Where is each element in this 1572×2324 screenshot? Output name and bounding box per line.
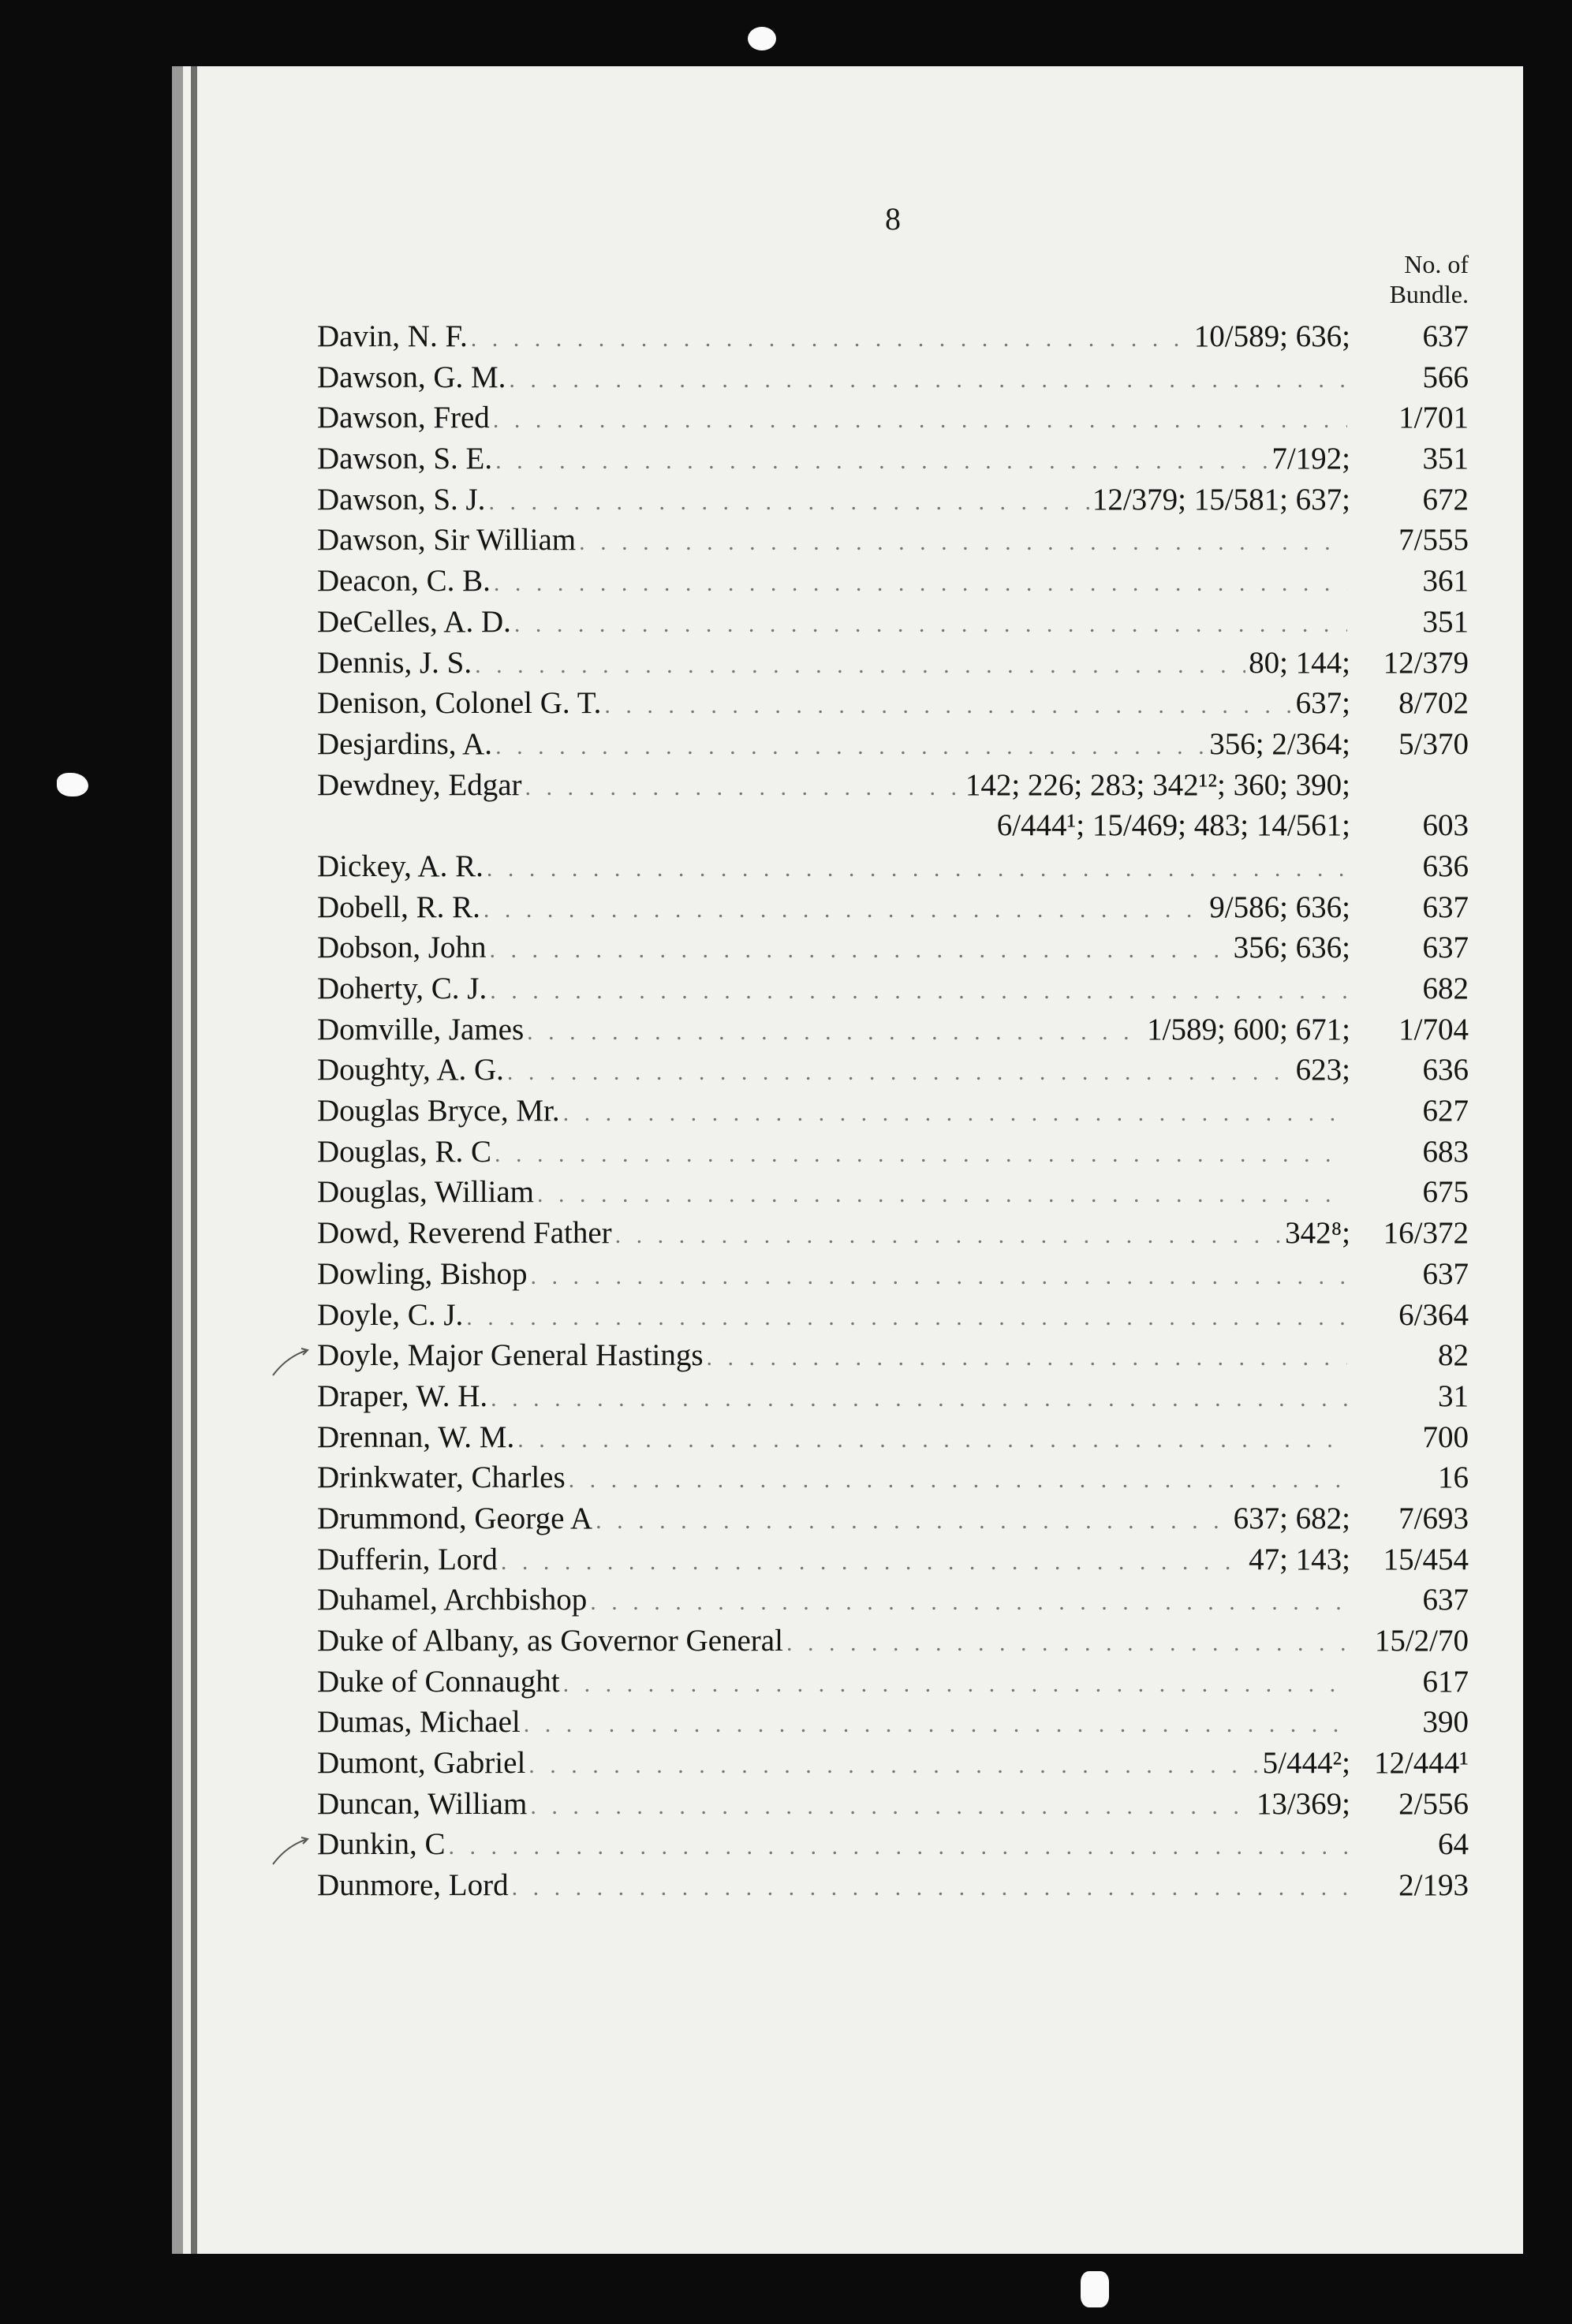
dot-leader	[524, 1711, 1347, 1738]
entry-name: Dunkin, C	[317, 1827, 446, 1862]
dot-leader	[466, 1304, 1347, 1331]
entry-name: Dumont, Gabriel	[317, 1746, 526, 1781]
entry-bundle-number: 16/372	[1383, 1216, 1469, 1251]
entry-bundle-number: 637	[1422, 1583, 1469, 1617]
entry-name: Dawson, Sir William	[317, 523, 577, 558]
dot-leader	[491, 1386, 1347, 1412]
dot-leader	[615, 1222, 1282, 1249]
entry-bundle-number: 1/704	[1398, 1012, 1469, 1046]
entry-name: Douglas, William	[317, 1175, 535, 1210]
pencil-check-mark-icon	[271, 1834, 311, 1866]
entry-name: Doyle, C. J.	[317, 1297, 464, 1332]
entry-bundle-number: 683	[1422, 1134, 1469, 1169]
entry-name: Drinkwater, Charles	[317, 1460, 566, 1495]
entry-name: DeCelles, A. D.	[317, 604, 511, 639]
index-entry	[317, 685, 1469, 726]
index-entry	[317, 1745, 1469, 1786]
dot-leader	[590, 1589, 1347, 1616]
index-entry	[317, 1542, 1469, 1583]
dot-leader	[449, 1833, 1347, 1860]
index-entry-continuation	[317, 808, 1469, 849]
entry-bundle-number: 636	[1422, 1053, 1469, 1087]
entry-bundle-number: 7/555	[1398, 523, 1469, 558]
index-entry	[317, 1337, 1469, 1378]
entry-references: 356; 636;	[1233, 931, 1350, 965]
entry-bundle-number: 627	[1422, 1094, 1469, 1128]
dot-leader	[786, 1630, 1347, 1657]
index-entry	[317, 1093, 1469, 1134]
entry-name: Dobell, R. R.	[317, 890, 480, 924]
index-entry	[317, 767, 1469, 808]
index-entry	[317, 1623, 1469, 1664]
dot-leader	[579, 529, 1347, 556]
dot-leader	[490, 978, 1347, 1005]
entry-bundle-number: 603	[1422, 808, 1469, 843]
bundle-column-header	[1153, 249, 1469, 309]
entry-references: 623;	[1295, 1053, 1350, 1087]
entry-references: 142; 226; 283; 342¹²; 360; 390;	[965, 767, 1350, 802]
film-speck	[748, 27, 776, 50]
entry-bundle-number: 566	[1422, 360, 1469, 394]
index-entry	[317, 890, 1469, 931]
dot-leader	[471, 326, 1191, 353]
dot-leader	[495, 448, 1268, 475]
index-entry	[317, 360, 1469, 401]
entry-name: Duhamel, Archbishop	[317, 1583, 588, 1617]
dot-leader	[494, 570, 1347, 597]
dot-leader	[530, 1793, 1253, 1820]
entry-references: 13/369;	[1256, 1786, 1350, 1821]
entry-bundle-number: 2/556	[1398, 1786, 1469, 1821]
entry-bundle-number: 1/701	[1398, 401, 1469, 435]
dot-leader	[527, 1019, 1144, 1046]
index-entry	[317, 1867, 1469, 1908]
dot-leader	[596, 1508, 1230, 1535]
index-entry	[317, 319, 1469, 360]
entry-bundle-number: 16	[1438, 1460, 1469, 1495]
index-entries	[317, 319, 1469, 1908]
dot-leader	[537, 1181, 1347, 1208]
entry-references: 10/589; 636;	[1193, 319, 1350, 353]
index-entry	[317, 849, 1469, 890]
dot-leader	[514, 611, 1347, 638]
entry-references: 80; 144;	[1249, 645, 1350, 680]
dot-leader	[531, 1263, 1347, 1290]
index-entry	[317, 604, 1469, 645]
dot-leader	[475, 652, 1245, 679]
entry-bundle-number: 617	[1422, 1664, 1469, 1699]
index-entry	[317, 1826, 1469, 1867]
dot-leader	[563, 1671, 1347, 1698]
film-speck	[57, 773, 88, 796]
dot-leader	[490, 937, 1230, 964]
entry-bundle-number: 15/454	[1383, 1542, 1469, 1576]
entry-name: Dufferin, Lord	[317, 1542, 498, 1576]
entry-references: 637; 682;	[1233, 1501, 1350, 1535]
dot-leader	[563, 1100, 1347, 1127]
index-entry	[317, 1664, 1469, 1705]
entry-name: Dunmore, Lord	[317, 1868, 509, 1903]
index-entry	[317, 930, 1469, 971]
entry-references: 1/589; 600; 671;	[1147, 1012, 1350, 1046]
entry-name: Dumas, Michael	[317, 1705, 521, 1740]
index-entry	[317, 1582, 1469, 1623]
index-entry	[317, 441, 1469, 482]
index-entry	[317, 971, 1469, 1012]
entry-name: Dowd, Reverend Father	[317, 1216, 612, 1251]
entry-name: Dawson, S. J.	[317, 482, 486, 517]
entry-name: Dowling, Bishop	[317, 1256, 528, 1291]
dot-leader	[512, 1874, 1347, 1901]
entry-references: 5/444²;	[1262, 1746, 1350, 1781]
entry-references: 637;	[1295, 686, 1350, 721]
entry-bundle-number: 361	[1422, 564, 1469, 599]
entry-references: 356; 2/364;	[1209, 726, 1350, 761]
bundle-column-header-line1: No. of	[1404, 250, 1469, 278]
entry-bundle-number: 12/379	[1383, 645, 1469, 680]
index-entry	[317, 1460, 1469, 1501]
index-entry	[317, 1419, 1469, 1460]
index-entry	[317, 645, 1469, 686]
entry-bundle-number: 390	[1422, 1705, 1469, 1740]
entry-references: 7/192;	[1271, 442, 1350, 476]
dot-leader	[488, 489, 1088, 516]
index-entry	[317, 1215, 1469, 1256]
entry-name: Dawson, S. E.	[317, 442, 493, 476]
entry-references: 47; 143;	[1249, 1542, 1350, 1576]
entry-name: Douglas Bryce, Mr.	[317, 1094, 560, 1128]
index-entry	[317, 1378, 1469, 1419]
index-page	[172, 66, 1523, 2254]
entry-bundle-number: 12/444¹	[1373, 1746, 1469, 1781]
index-entry	[317, 482, 1469, 523]
entry-bundle-number: 637	[1422, 931, 1469, 965]
dot-leader	[487, 856, 1347, 882]
page-binding-edge	[191, 66, 197, 2254]
entry-bundle-number: 31	[1438, 1378, 1469, 1413]
pencil-check-mark-icon	[271, 1345, 311, 1377]
entry-bundle-number: 637	[1422, 890, 1469, 924]
index-entry	[317, 522, 1469, 563]
entry-name: Duncan, William	[317, 1786, 528, 1821]
entry-bundle-number: 675	[1422, 1175, 1469, 1210]
dot-leader	[604, 692, 1292, 719]
entry-bundle-number: 672	[1422, 482, 1469, 517]
bundle-column-header-line2: Bundle.	[1389, 280, 1469, 308]
entry-name: Dawson, Fred	[317, 401, 490, 435]
entry-bundle-number: 700	[1422, 1419, 1469, 1454]
dot-leader	[493, 407, 1347, 434]
entry-bundle-number: 637	[1422, 319, 1469, 353]
index-entry	[317, 563, 1469, 604]
entry-references: 6/444¹; 15/469; 483; 14/561;	[996, 808, 1350, 843]
entry-name: Douglas, R. C	[317, 1134, 492, 1169]
entry-bundle-number: 5/370	[1398, 726, 1469, 761]
index-entry	[317, 1501, 1469, 1542]
index-entry	[317, 1297, 1469, 1338]
entry-name: Doherty, C. J.	[317, 972, 487, 1005]
index-entry	[317, 1704, 1469, 1745]
entry-name: Dickey, A. R.	[317, 849, 484, 883]
dot-leader	[484, 897, 1206, 923]
entry-name: Duke of Albany, as Governor General	[317, 1624, 783, 1658]
dot-leader	[501, 1549, 1245, 1576]
entry-name: Draper, W. H.	[317, 1378, 488, 1413]
entry-references: 9/586; 636;	[1209, 890, 1350, 924]
entry-bundle-number: 351	[1422, 604, 1469, 639]
index-entry	[317, 1134, 1469, 1175]
index-entry	[317, 1174, 1469, 1215]
entry-name: Desjardins, A.	[317, 726, 493, 761]
dot-leader	[707, 1345, 1347, 1371]
entry-name: Drummond, George A	[317, 1501, 593, 1535]
entry-references: 12/379; 15/581; 637;	[1092, 482, 1350, 517]
entry-name: Dobson, John	[317, 931, 487, 965]
entry-bundle-number: 82	[1438, 1338, 1469, 1373]
entry-references: 342⁸;	[1285, 1216, 1350, 1251]
entry-bundle-number: 682	[1422, 972, 1469, 1005]
page-number: 8	[885, 201, 901, 237]
film-speck	[1081, 2271, 1109, 2307]
entry-bundle-number: 351	[1422, 442, 1469, 476]
entry-bundle-number: 15/2/70	[1374, 1624, 1469, 1658]
index-entry	[317, 1012, 1469, 1053]
dot-leader	[507, 1059, 1293, 1086]
entry-bundle-number: 64	[1438, 1827, 1469, 1862]
entry-name: Drennan, W. M.	[317, 1419, 515, 1454]
dot-leader	[569, 1467, 1347, 1494]
entry-bundle-number: 6/364	[1398, 1297, 1469, 1332]
entry-name: Deacon, C. B.	[317, 564, 491, 599]
dot-leader	[495, 733, 1206, 760]
dot-leader	[528, 1752, 1259, 1779]
index-entry	[317, 1786, 1469, 1827]
entry-name: Domville, James	[317, 1012, 525, 1046]
dot-leader	[517, 1427, 1347, 1453]
entry-name: Dennis, J. S.	[317, 645, 472, 680]
index-entry	[317, 400, 1469, 441]
entry-bundle-number: 2/193	[1398, 1868, 1469, 1903]
entry-bundle-number: 636	[1422, 849, 1469, 883]
dot-leader	[495, 1141, 1347, 1168]
entry-name: Dewdney, Edgar	[317, 767, 522, 802]
entry-bundle-number: 8/702	[1398, 686, 1469, 721]
dot-leader	[509, 367, 1347, 394]
index-entry	[317, 1052, 1469, 1093]
dot-leader	[525, 774, 962, 801]
entry-name: Dawson, G. M.	[317, 360, 506, 394]
entry-name: Davin, N. F.	[317, 319, 468, 353]
index-entry	[317, 726, 1469, 767]
entry-name: Denison, Colonel G. T.	[317, 686, 602, 721]
entry-bundle-number: 7/693	[1398, 1501, 1469, 1535]
entry-name: Doughty, A. G.	[317, 1053, 504, 1087]
entry-name: Doyle, Major General Hastings	[317, 1338, 704, 1373]
index-entry	[317, 1256, 1469, 1297]
entry-bundle-number: 637	[1422, 1256, 1469, 1291]
entry-name: Duke of Connaught	[317, 1664, 560, 1699]
